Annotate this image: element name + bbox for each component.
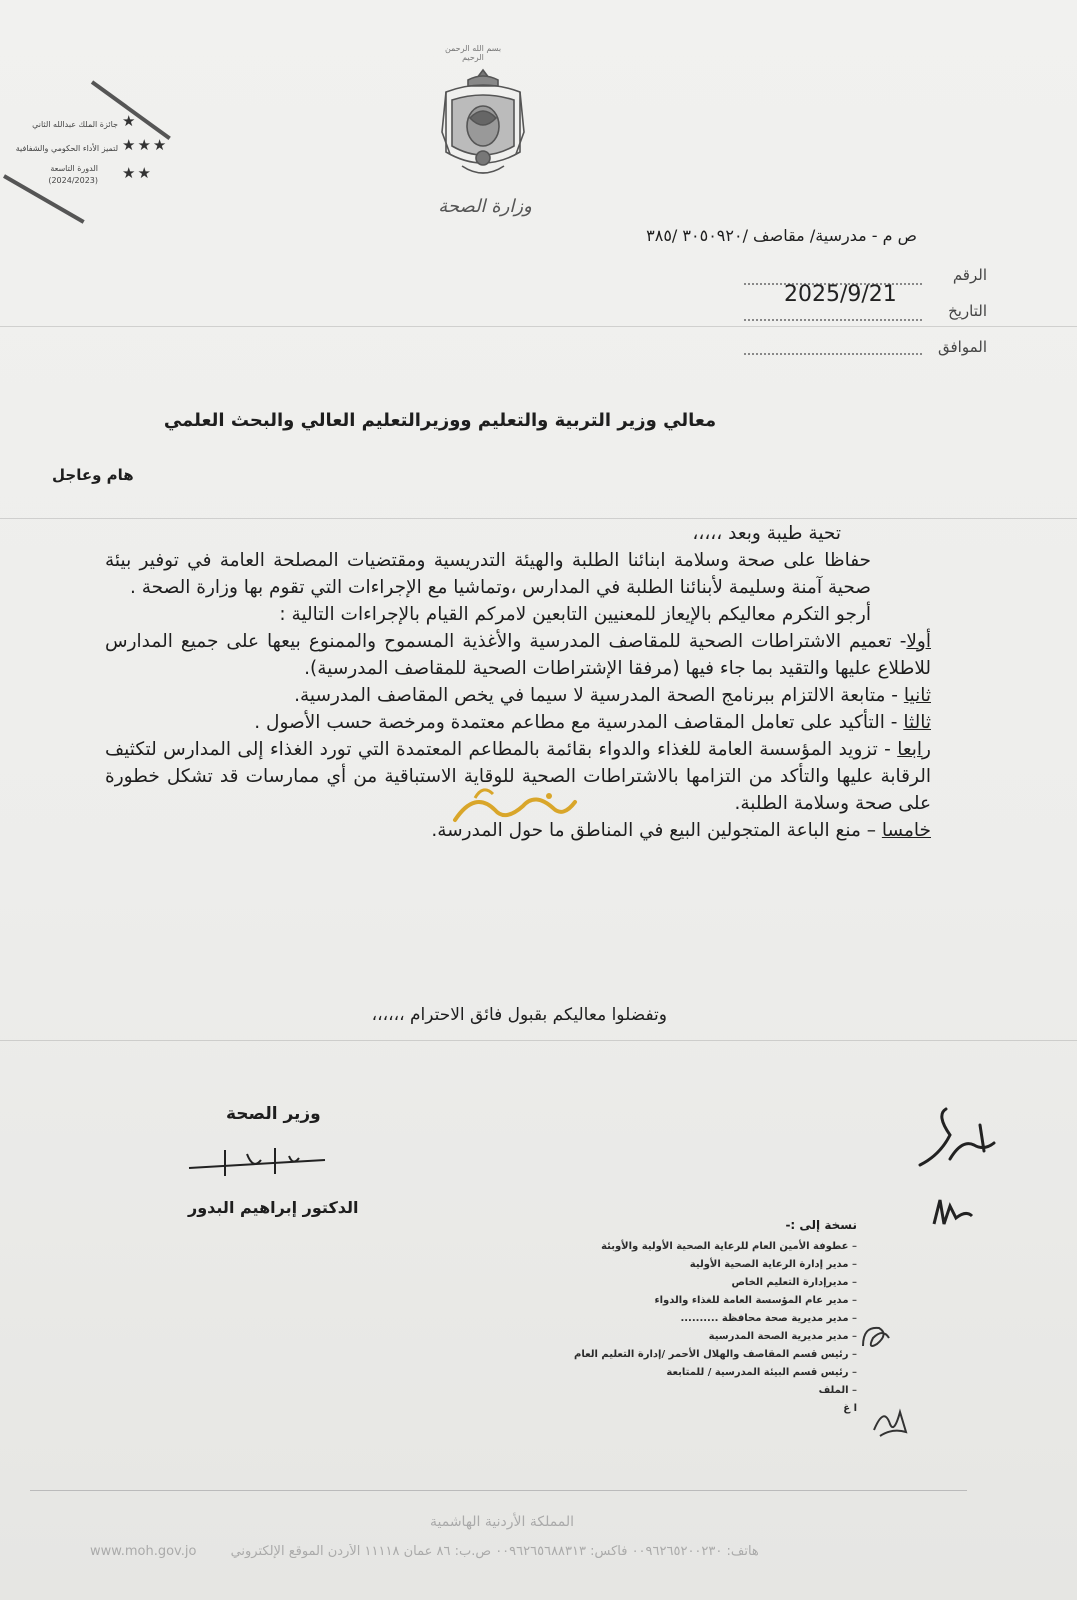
copy-recipient: – الملف bbox=[574, 1382, 857, 1400]
copy-recipient: – رئيس قسم البيئة المدرسية / للمتابعة bbox=[574, 1364, 857, 1382]
item-1 bbox=[105, 628, 931, 682]
footer-contact bbox=[90, 1544, 967, 1559]
item-4-label: رابعا bbox=[897, 739, 931, 760]
footer-contact-info: هاتف: ٠٠٩٦٢٦٥٢٠٠٢٣٠ فاكس: ٠٠٩٦٢٦٥٦٨٨٣١٣ ص.ب: ٨٦ عمان ١١١١٨ الأردن الموقع الإلكتروني bbox=[230, 1544, 759, 1559]
item-1-label: أولا bbox=[906, 631, 931, 652]
basmala: بسم الله الرحمن الرحيم bbox=[444, 44, 502, 62]
date-dotted-line bbox=[744, 318, 922, 321]
number-label: الرقم bbox=[952, 266, 987, 284]
copy-recipient: – مديرإدارة التعليم الخاص bbox=[574, 1274, 857, 1292]
item-3 bbox=[105, 709, 931, 736]
copy-recipient: – مدير مديرية صحة محافظة .......... bbox=[574, 1310, 857, 1328]
corresponding-label: الموافق bbox=[937, 338, 987, 356]
reference-number: ص م - مدرسية/ مقاصف /٣٠٥٠٩٢٠ /٣٨٥ bbox=[646, 226, 917, 245]
award-line-3: الدورة التاسعة bbox=[50, 164, 98, 173]
handwritten-note bbox=[910, 1105, 1000, 1175]
handwritten-initials bbox=[928, 1192, 978, 1232]
greeting: تحية طيبة وبعد ،،،،، bbox=[692, 523, 841, 544]
recipient-line: معالي وزير التربية والتعليم ووزيرالتعليم العالي والبحث العلمي bbox=[163, 410, 717, 431]
item-4-text: - تزويد المؤسسة العامة للغذاء والدواء بقائمة بالمطاعم المعتمدة التي تورد الغذاء إلى المدارس لتكثيف الرقابة عليها والتأكد من التزامها بالاشتراطات الصحية للوقاية الاستباقية من أي ممارسات قد تشكل خطورة على صحة وسلامة الطلبة. bbox=[105, 739, 931, 814]
copy-recipient: – عطوفة الأمين العام للرعاية الصحية الأولية والأوبئة bbox=[574, 1238, 857, 1256]
copy-recipient: – رئيس قسم المقاصف والهلال الأحمر /إدارة التعليم العام bbox=[574, 1346, 857, 1364]
intro-paragraph: حفاظا على صحة وسلامة ابنائنا الطلبة والهيئة التدريسية ومقتضيات المصلحة العامة في توفير بيئة صحية آمنة وسليمة لأبنائنا الطلبة في المدارس ،وتماشيا مع الإجراءات التي تقوم بها وزارة الصحة . bbox=[105, 550, 871, 598]
handwritten-check bbox=[855, 1318, 895, 1358]
item-5-text: – منع الباعة المتجولين البيع في المناطق ما حول المدرسة. bbox=[431, 820, 882, 841]
copies-title: نسخة إلى :- bbox=[785, 1218, 857, 1232]
watermark-logo-icon bbox=[445, 768, 585, 848]
award-line-1: جائزة الملك عبدالله الثاني bbox=[32, 120, 118, 129]
coat-of-arms-icon bbox=[438, 66, 528, 186]
footer-country: المملكة الأردنية الهاشمية bbox=[430, 1514, 575, 1530]
copy-recipient: – مدير إدارة الرعاية الصحية الأولية bbox=[574, 1256, 857, 1274]
minister-title: وزير الصحة bbox=[226, 1104, 321, 1124]
copy-recipient: – مدير مديرية الصحة المدرسية bbox=[574, 1328, 857, 1346]
copy-recipient: – مدير عام المؤسسة العامة للغذاء والدواء bbox=[574, 1292, 857, 1310]
paper-fold bbox=[0, 1040, 1077, 1041]
ministry-logo: وزارة الصحة bbox=[438, 196, 532, 217]
item-1-text: - تعميم الاشتراطات الصحية للمقاصف المدرسية والأغذية المسموح والممنوع بيعها على جميع المدارس للاطلاع عليها والتقيد بما جاء فيها (مرفقا الإشتراطات الصحية للمقاصف المدرسية). bbox=[105, 631, 931, 679]
item-3-text: - التأكيد على تعامل المقاصف المدرسية مع مطاعم معتمدة ومرخصة حسب الأصول . bbox=[254, 712, 904, 733]
closing-line: وتفضلوا معاليكم بقبول فائق الاحترام ،،،،،، bbox=[371, 1005, 667, 1025]
item-5-label: خامسا bbox=[881, 820, 931, 841]
request-paragraph: أرجو التكرم معاليكم بالإيعاز للمعنيين التابعين لامركم القيام بالإجراءات التالية : bbox=[279, 604, 871, 625]
award-line-2: لتميز الأداء الحكومي والشفافية bbox=[15, 144, 118, 153]
item-3-label: ثالثا bbox=[903, 712, 931, 733]
award-badge bbox=[0, 78, 180, 228]
handwritten-initials bbox=[868, 1400, 913, 1440]
award-stripe bbox=[91, 80, 171, 140]
urgency-label: هام وعاجل bbox=[52, 466, 134, 484]
copies-list bbox=[574, 1238, 857, 1418]
minister-signature bbox=[185, 1142, 335, 1180]
date-value: 2025/9/21 bbox=[784, 282, 897, 307]
corresponding-dotted-line bbox=[744, 352, 922, 355]
minister-name: الدكتور إبراهيم البدور bbox=[188, 1198, 359, 1217]
copies-initials: ا غ bbox=[843, 1403, 857, 1414]
item-2-text: - متابعة الالتزام ببرنامج الصحة المدرسية لا سيما في يخص المقاصف المدرسية. bbox=[294, 685, 904, 706]
award-stars-icon: ★★ bbox=[122, 164, 153, 182]
paper-fold bbox=[0, 518, 1077, 519]
paper-fold bbox=[0, 326, 1077, 327]
item-2-label: ثانيا bbox=[903, 685, 931, 706]
footer-website[interactable]: www.moh.gov.jo bbox=[90, 1544, 197, 1559]
award-line-4: (2024/2023) bbox=[48, 176, 98, 185]
item-2 bbox=[105, 682, 931, 709]
footer-divider bbox=[30, 1490, 967, 1491]
award-stars-icon: ★★★ bbox=[122, 136, 169, 154]
date-label: التاريخ bbox=[948, 302, 987, 320]
award-stars-icon: ★ bbox=[122, 112, 138, 130]
